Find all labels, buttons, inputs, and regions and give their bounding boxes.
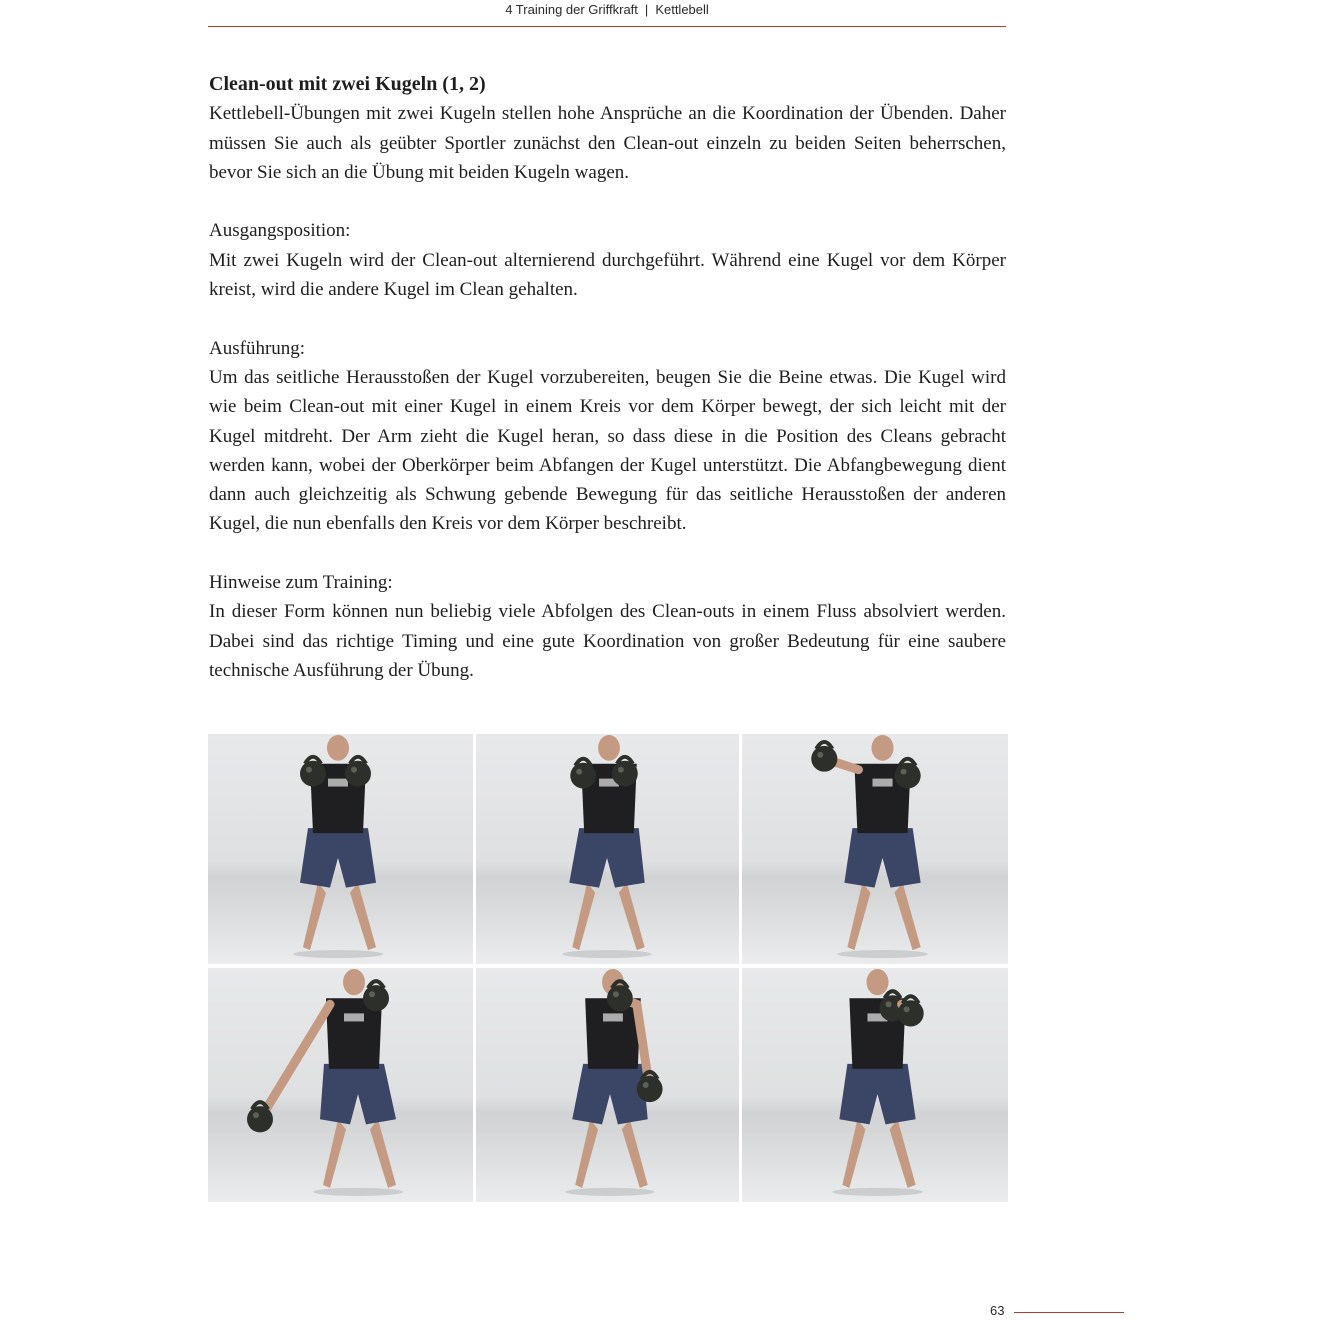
- exercise-photo-1: [208, 734, 473, 964]
- section-ausfuehrung: [209, 334, 1006, 539]
- athlete-figure: [208, 734, 473, 964]
- section-heading: Ausgangsposition:: [209, 220, 351, 242]
- page-number: 63: [990, 1303, 1005, 1318]
- athlete-figure: [742, 734, 1008, 964]
- athlete-figure: [476, 968, 739, 1202]
- section-title: Kettlebell: [655, 2, 709, 17]
- chapter-title: 4 Training der Griffkraft: [505, 2, 638, 17]
- running-head: [208, 0, 1006, 27]
- exercise-photo-2: [476, 734, 739, 964]
- exercise-photo-6: [742, 968, 1008, 1202]
- intro-paragraph: Kettlebell-Übungen mit zwei Kugeln stellen hohe Ansprüche an die Koordination der Übenden. Daher müssen Sie auch als geübter Sportler zunächst den Clean-out einzeln zu beiden Seiten beherrschen, bevor Sie sich an die Übung mit beiden Kugeln wagen.: [209, 103, 1006, 183]
- athlete-figure: [476, 734, 739, 964]
- section-text: Um das seitliche Herausstoßen der Kugel vorzubereiten, beugen Sie die Beine etwas. Die Kugel wird wie beim Clean-out mit einer Kugel in einem Kreis vor dem Körper bewegt, der sich leicht mit der Kugel mitdreht. Der Arm zieht die Kugel heran, so dass diese in die Position des Cleans gebracht werden kann, wobei der Oberkörper beim Abfangen der Kugel unterstützt. Die Abfangbewegung dient dann auch gleichzeitig als Schwung gebende Bewegung für das seitliche Herausstoßen der anderen Kugel, die nun ebenfalls den Kreis vor dem Körper beschreibt.: [209, 366, 1006, 535]
- exercise-photo-grid: [208, 734, 1008, 1202]
- section-text: In dieser Form können nun beliebig viele Abfolgen des Clean-outs in einem Fluss absolviert werden. Dabei sind das richtige Timing und eine gute Koordination von großer Bedeutung für eine saubere technische Ausführung der Übung.: [209, 601, 1006, 681]
- athlete-figure: [742, 968, 1008, 1202]
- athlete-figure: [208, 968, 473, 1202]
- article: [209, 70, 1006, 685]
- exercise-photo-3: [742, 734, 1008, 964]
- section-heading: Hinweise zum Training:: [209, 572, 393, 594]
- footer-rule: [1014, 1312, 1124, 1313]
- section-hinweise: [209, 568, 1006, 685]
- section-text: Mit zwei Kugeln wird der Clean-out alternierend durchgeführt. Während eine Kugel vor dem Körper kreist, wird die andere Kugel im Clean gehalten.: [209, 249, 1006, 301]
- exercise-photo-5: [476, 968, 739, 1202]
- section-heading: Ausführung:: [209, 337, 306, 359]
- article-title: Clean-out mit zwei Kugeln (1, 2): [209, 73, 486, 95]
- exercise-photo-4: [208, 968, 473, 1202]
- section-ausgangsposition: [209, 216, 1006, 304]
- header-separator: |: [644, 2, 649, 17]
